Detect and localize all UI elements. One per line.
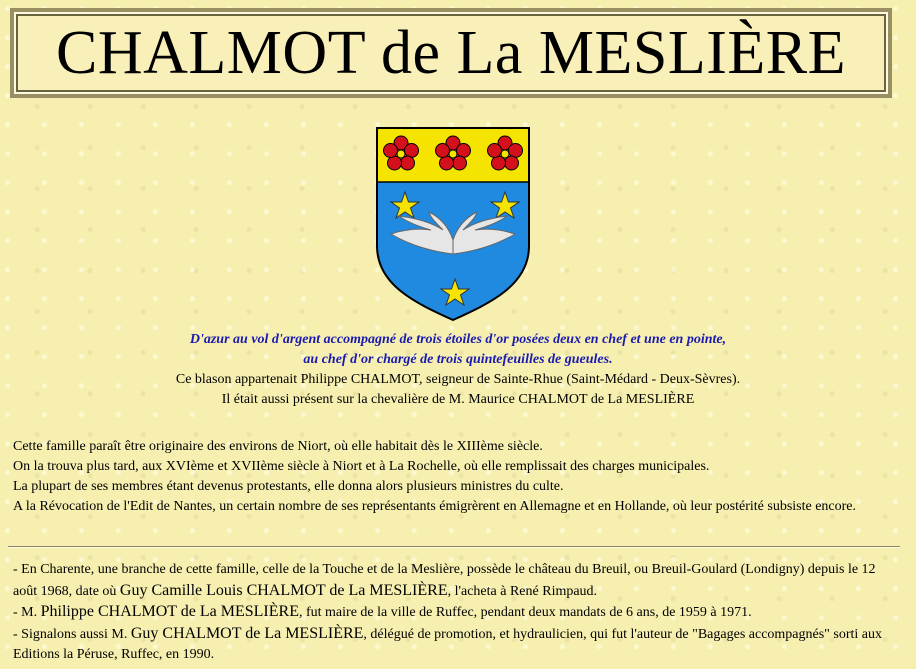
history-line-3: La plupart de ses membres étant devenus protestants, elle donna alors plusieurs ministres du culte.	[13, 479, 564, 494]
note-2	[13, 602, 893, 624]
blazon-line-1: D'azur au vol d'argent accompagné de trois étoiles d'or posées deux en chef et une en pointe,	[189, 332, 727, 347]
blazon-text	[0, 330, 916, 410]
note-3	[13, 624, 893, 666]
note-1-name: Guy Camille Louis CHALMOT de La MESLIÈRE	[119, 581, 448, 599]
note-2-text-end: , fut maire de la ville de Ruffec, pendant deux mandats de 6 ans, de 1959 à 1971.	[298, 605, 752, 620]
note-3-name: Guy CHALMOT de La MESLIÈRE	[130, 624, 364, 642]
history-line-2: On la trouva plus tard, aux XVIème et XVIIème siècle à Niort et à La Rochelle, où elle remplissait des charges municipales.	[13, 459, 710, 474]
note-2-name: Philippe CHALMOT de La MESLIÈRE	[40, 603, 299, 620]
blazon-line-3: Ce blason appartenait Philippe CHALMOT, seigneur de Sainte-Rhue (Saint-Médard - Deux-Sèvres).	[175, 372, 741, 387]
history-line-1: Cette famille paraît être originaire des environs de Niort, où elle habitait dès le XIIIème siècle.	[13, 439, 543, 454]
note-1-text: - En Charente, une branche de cette famille, celle de la Touche et de la Meslière, possède le château du Breuil, ou Breuil-Goulard (Londigny) depuis le 12 août 1968, date où	[13, 562, 876, 599]
page-title: CHALMOT de La MESLIÈRE	[56, 19, 846, 87]
history-paragraph	[13, 437, 893, 517]
blazon-line-2: au chef d'or chargé de trois quintefeuilles de gueules.	[303, 352, 613, 367]
blazon-line-4: Il était aussi présent sur la chevalière de M. Maurice CHALMOT de La MESLIÈRE	[221, 392, 695, 407]
note-1	[13, 560, 893, 602]
divider	[8, 546, 900, 548]
title-frame	[10, 8, 892, 98]
notes-section	[13, 560, 893, 666]
note-3-text: - Signalons aussi M.	[13, 626, 131, 642]
note-2-text: - M.	[13, 605, 41, 620]
shield-icon	[373, 126, 533, 324]
note-3-text-end: , délégué de promotion, et hydraulicien, qui fut l'auteur de "Bagages accompagnés" sorti aux Editions la Péruse, Ruffec, en 1990.	[13, 626, 882, 662]
note-1-text-end: , l'acheta à René Rimpaud.	[447, 583, 598, 599]
history-line-4: A la Révocation de l'Edit de Nantes, un certain nombre de ses représentants émigrèrent en Allemagne et en Hollande, où leur postérité subsiste encore.	[13, 499, 857, 514]
